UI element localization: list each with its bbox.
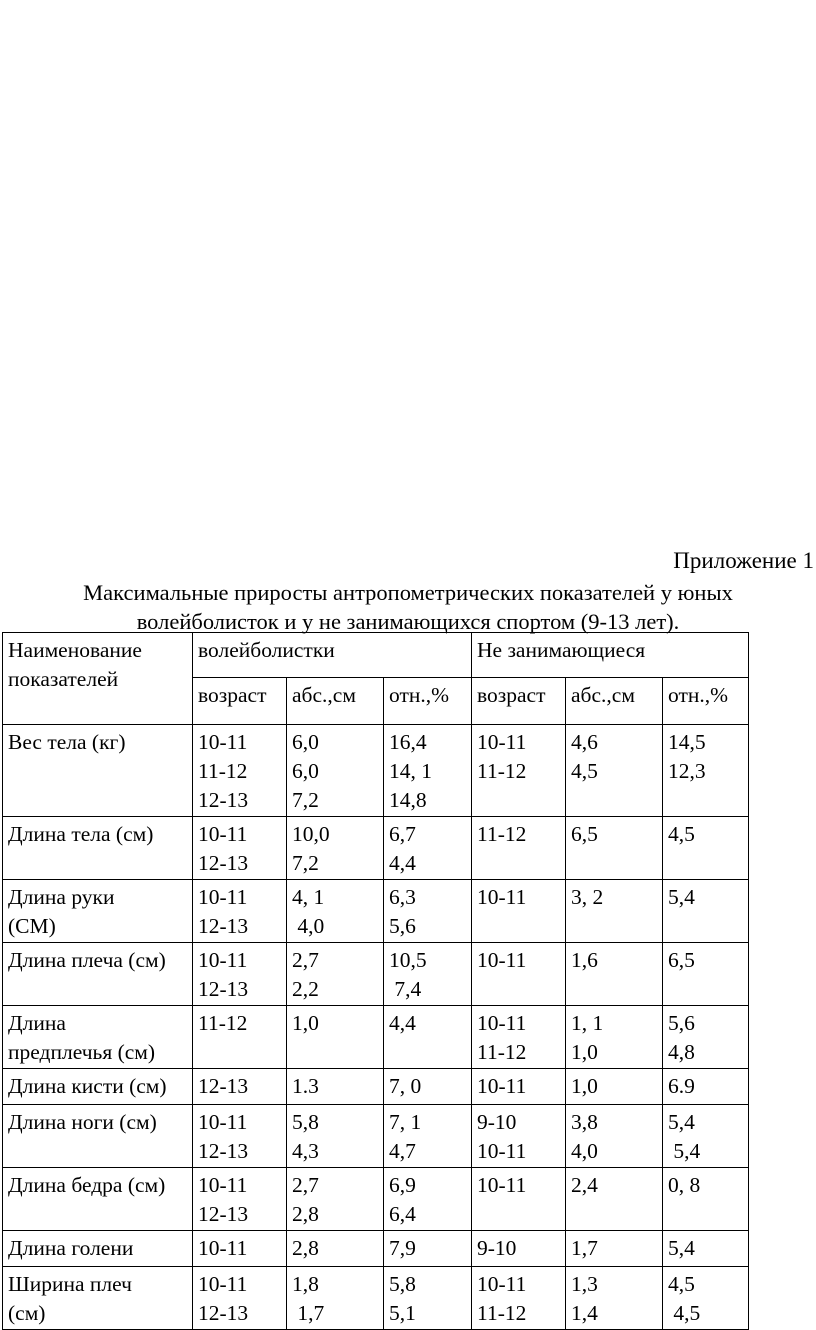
volleyball-abs-cell: 4, 1 4,0 bbox=[287, 880, 384, 943]
control-abs-cell: 6,5 bbox=[566, 817, 663, 880]
table-row bbox=[3, 1168, 749, 1231]
volleyball-rel-cell: 16,4 14, 1 14,8 bbox=[384, 725, 472, 817]
table-row bbox=[3, 1105, 749, 1168]
control-rel-cell: 4,5 bbox=[663, 817, 749, 880]
control-abs-cell: 2,4 bbox=[566, 1168, 663, 1231]
subheader-abs: абс.,см bbox=[287, 678, 384, 725]
header-indicator: Наименование показателей bbox=[3, 633, 193, 725]
indicator-name: Длина кисти (см) bbox=[3, 1069, 193, 1105]
control-rel-cell: 4,5 4,5 bbox=[663, 1267, 749, 1330]
control-age-cell: 10-11 bbox=[472, 880, 566, 943]
volleyball-rel-cell: 4,4 bbox=[384, 1006, 472, 1069]
control-rel-cell: 5,4 5,4 bbox=[663, 1105, 749, 1168]
header-row bbox=[3, 633, 749, 678]
growth-table bbox=[2, 632, 749, 1330]
volleyball-rel-cell: 6,7 4,4 bbox=[384, 817, 472, 880]
subheader-abs: абс.,см bbox=[566, 678, 663, 725]
control-age-cell: 11-12 bbox=[472, 817, 566, 880]
control-age-cell: 10-11 11-12 bbox=[472, 725, 566, 817]
volleyball-abs-cell: 5,8 4,3 bbox=[287, 1105, 384, 1168]
indicator-name: Длина плеча (см) bbox=[3, 943, 193, 1006]
volleyball-age-cell: 10-11 12-13 bbox=[193, 1168, 287, 1231]
table-row bbox=[3, 725, 749, 817]
indicator-name: Вес тела (кг) bbox=[3, 725, 193, 817]
table-caption bbox=[0, 578, 816, 636]
control-age-cell: 10-11 11-12 bbox=[472, 1267, 566, 1330]
volleyball-age-cell: 10-11 12-13 bbox=[193, 1267, 287, 1330]
control-abs-cell: 1,0 bbox=[566, 1069, 663, 1105]
table-row bbox=[3, 1069, 749, 1105]
volleyball-abs-cell: 1.3 bbox=[287, 1069, 384, 1105]
volleyball-abs-cell: 2,7 2,8 bbox=[287, 1168, 384, 1231]
caption-line: волейболисток и у не занимающихся спортом (9-13 лет). bbox=[136, 609, 680, 634]
volleyball-rel-cell: 5,8 5,1 bbox=[384, 1267, 472, 1330]
control-abs-cell: 3, 2 bbox=[566, 880, 663, 943]
caption-line: Максимальные приросты антропометрических показателей у юных bbox=[83, 580, 733, 605]
subheader-rel: отн.,% bbox=[384, 678, 472, 725]
table-row bbox=[3, 1267, 749, 1330]
control-age-cell: 10-11 11-12 bbox=[472, 1006, 566, 1069]
header-volleyball: волейболистки bbox=[193, 633, 472, 678]
appendix-label: Приложение 1 bbox=[673, 548, 814, 573]
volleyball-age-cell: 11-12 bbox=[193, 1006, 287, 1069]
volleyball-abs-cell: 2,8 bbox=[287, 1231, 384, 1267]
indicator-name: Длина руки (СМ) bbox=[3, 880, 193, 943]
control-rel-cell: 5,6 4,8 bbox=[663, 1006, 749, 1069]
control-abs-cell: 1,7 bbox=[566, 1231, 663, 1267]
control-rel-cell: 6.9 bbox=[663, 1069, 749, 1105]
volleyball-age-cell: 12-13 bbox=[193, 1069, 287, 1105]
volleyball-abs-cell: 1,8 1,7 bbox=[287, 1267, 384, 1330]
indicator-name: Длина бедра (см) bbox=[3, 1168, 193, 1231]
volleyball-rel-cell: 7,9 bbox=[384, 1231, 472, 1267]
subheader-age: возраст bbox=[472, 678, 566, 725]
volleyball-age-cell: 10-11 bbox=[193, 1231, 287, 1267]
control-rel-cell: 5,4 bbox=[663, 1231, 749, 1267]
table-row bbox=[3, 943, 749, 1006]
control-age-cell: 9-10 10-11 bbox=[472, 1105, 566, 1168]
indicator-name: Длина ноги (см) bbox=[3, 1105, 193, 1168]
volleyball-rel-cell: 7, 1 4,7 bbox=[384, 1105, 472, 1168]
control-abs-cell: 3,8 4,0 bbox=[566, 1105, 663, 1168]
control-age-cell: 10-11 bbox=[472, 1168, 566, 1231]
control-rel-cell: 14,5 12,3 bbox=[663, 725, 749, 817]
indicator-name: Длина тела (см) bbox=[3, 817, 193, 880]
header-non-athletes: Не занимающиеся bbox=[472, 633, 749, 678]
volleyball-abs-cell: 1,0 bbox=[287, 1006, 384, 1069]
volleyball-abs-cell: 10,0 7,2 bbox=[287, 817, 384, 880]
table-row bbox=[3, 880, 749, 943]
indicator-name: Длина голени bbox=[3, 1231, 193, 1267]
volleyball-age-cell: 10-11 12-13 bbox=[193, 943, 287, 1006]
control-age-cell: 10-11 bbox=[472, 1069, 566, 1105]
volleyball-age-cell: 10-11 12-13 bbox=[193, 1105, 287, 1168]
volleyball-rel-cell: 6,3 5,6 bbox=[384, 880, 472, 943]
volleyball-abs-cell: 6,0 6,0 7,2 bbox=[287, 725, 384, 817]
control-abs-cell: 1, 1 1,0 bbox=[566, 1006, 663, 1069]
table-row bbox=[3, 1231, 749, 1267]
subheader-age: возраст bbox=[193, 678, 287, 725]
control-abs-cell: 4,6 4,5 bbox=[566, 725, 663, 817]
table-row bbox=[3, 1006, 749, 1069]
volleyball-abs-cell: 2,7 2,2 bbox=[287, 943, 384, 1006]
control-age-cell: 10-11 bbox=[472, 943, 566, 1006]
control-age-cell: 9-10 bbox=[472, 1231, 566, 1267]
volleyball-age-cell: 10-11 11-12 12-13 bbox=[193, 725, 287, 817]
indicator-name: Ширина плеч (см) bbox=[3, 1267, 193, 1330]
volleyball-rel-cell: 6,9 6,4 bbox=[384, 1168, 472, 1231]
volleyball-rel-cell: 10,5 7,4 bbox=[384, 943, 472, 1006]
control-abs-cell: 1,3 1,4 bbox=[566, 1267, 663, 1330]
control-abs-cell: 1,6 bbox=[566, 943, 663, 1006]
table-row bbox=[3, 817, 749, 880]
volleyball-age-cell: 10-11 12-13 bbox=[193, 880, 287, 943]
volleyball-age-cell: 10-11 12-13 bbox=[193, 817, 287, 880]
volleyball-rel-cell: 7, 0 bbox=[384, 1069, 472, 1105]
control-rel-cell: 0, 8 bbox=[663, 1168, 749, 1231]
subheader-rel: отн.,% bbox=[663, 678, 749, 725]
control-rel-cell: 5,4 bbox=[663, 880, 749, 943]
control-rel-cell: 6,5 bbox=[663, 943, 749, 1006]
indicator-name: Длина предплечья (см) bbox=[3, 1006, 193, 1069]
